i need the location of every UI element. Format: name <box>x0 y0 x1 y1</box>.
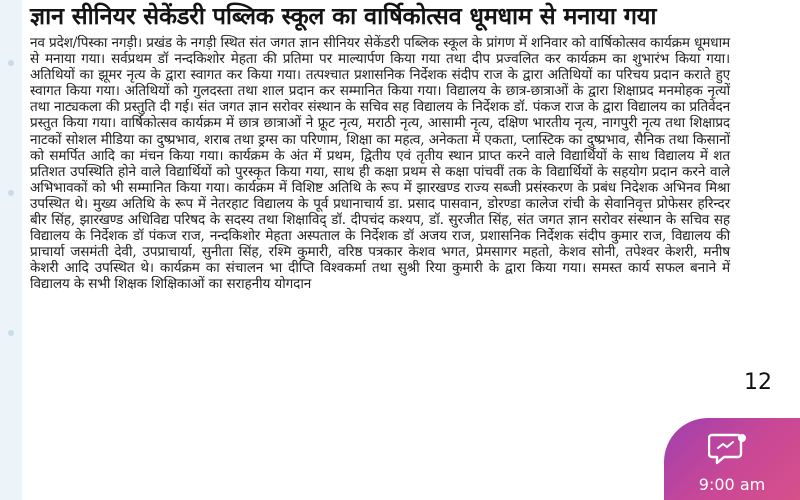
news-article <box>30 0 730 500</box>
chat-bubble-button[interactable] <box>664 418 800 500</box>
page-number: 12 <box>738 368 778 397</box>
chat-icon <box>708 432 748 468</box>
article-headline: ज्ञान सीनियर सेकेंडरी पब्लिक स्कूल का वार्षिकोत्सव धूमधाम से मनाया गया <box>30 2 657 30</box>
margin-mark <box>8 60 14 66</box>
margin-mark <box>8 330 14 336</box>
time-label: 9:00 am <box>698 475 766 494</box>
margin-mark <box>8 190 14 196</box>
article-body: नव प्रदेश/पिस्का नगड़ी। प्रखंड के नगड़ी स्थित संत जगत ज्ञान सीनियर सेकेंडरी पब्लिक स्कूल के प्रांगण में शनिवार को वार्षिकोत्सव कार्यक्रम धूमधाम से मनाया गया। सर्वप्रथम डॉ नन्दकिशोर मेहता की प्रतिमा पर माल्यार्पण किया गया तथा दीप प्रज्वलित कर कार्यक्रम का शुभारंभ किया गया। अतिथियों का झूमर नृत्य के द्वारा स्वागत कर किया गया। तत्पश्चात प्रशासनिक निर्देशक संदीप राज के द्वारा अतिथियों का परिचय प्रदान कराते हुए स्वागत किया गया। अतिथियों को गुलदस्ता तथा शाल प्रदान कर सम्मानित किया गया। विद्यालय के छात्र-छात्राओं के द्वारा शिक्षाप्रद मनमोहक नृत्यों तथा नाट्यकला की प्रस्तुति दी गई। संत जगत ज्ञान सरोवर संस्थान के सचिव सह विद्यालय के निर्देशक डॉ. पंकज राज के द्वारा विद्यालय का प्रतिवेदन प्रस्तुत किया गया। वार्षिकोत्सव कार्यक्रम में छात्र छात्राओं ने फ्रूट नृत्य, मराठी नृत्य, आसामी नृत्य, दक्षिण भारतीय नृत्य, नागपुरी नृत्य तथा शिक्षाप्रद नाटकों सोशल मीडिया का दुष्प्रभाव, शराब तथा ड्रग्स का परिणाम, शिक्षा का महत्व, अनेकता में एकता, प्लास्टिक का दुष्प्रभाव, सैनिक तथा किसानों को समर्पित आदि का मंचन किया गया। कार्यक्रम के अंत में प्रथम, द्वितीय एवं तृतीय स्थान प्राप्त करने वाले विद्यार्थियों के साथ विद्यालय में शत प्रतिशत उपस्थिति होने वाले विद्यार्थियों को पुरस्कृत किया गया, साथ ही कक्षा प्रथम से कक्षा पांचवीं तक के विद्यार्थियों के सहयोग प्रदान करने वाले अभिभावकों को भी सम्मानित किया गया। कार्यक्रम में विशिष्ट अतिथि के रूप में झारखण्ड राज्य सब्जी प्रसंस्करण के प्रबंध निदेशक अभिनव मिश्रा उपस्थित थे। मुख्य अतिथि के रूप में नेतरहाट विद्यालय के पूर्व प्रधानाचार्य डा. प्रसाद पासवान, डोरण्डा कालेज रांची के सेवानिवृत्त प्रोफेसर हरिन्दर बीर सिंह, झारखण्ड अधिविद्य परिषद के सदस्य तथा शिक्षाविद् डॉ. दीपचंद कश्यप, डॉ. सुरजीत सिंह, संत जगत ज्ञान सरोवर संस्थान के सचिव सह विद्यालय के निर्देशक डॉ पंकज राज, नन्दकिशोर मेहता अस्पताल के निर्देशक डॉ अजय राज, प्रशासनिक निर्देशक संदीप कुमार राज, विद्यालय की प्राचार्या जसमंती देवी, उपप्राचार्या, सुनीता सिंह, रश्मि कुमारी, वरिष्ठ पत्रकार केशव भगत, प्रेमसागर महतो, केशव सोनी, तपेश्वर केशरी, मनीष केशरी आदि उपस्थित थे। कार्यक्रम का संचालन भा दीप्ति विश्वकर्मा तथा सुश्री रिया कुमारी के द्वारा किया गया। समस्त कार्य सफल बनाने में विद्यालय के सभी शिक्षक शिक्षिकाओं का सराहनीय योगदान <box>30 35 730 293</box>
left-margin-strip <box>0 0 22 500</box>
